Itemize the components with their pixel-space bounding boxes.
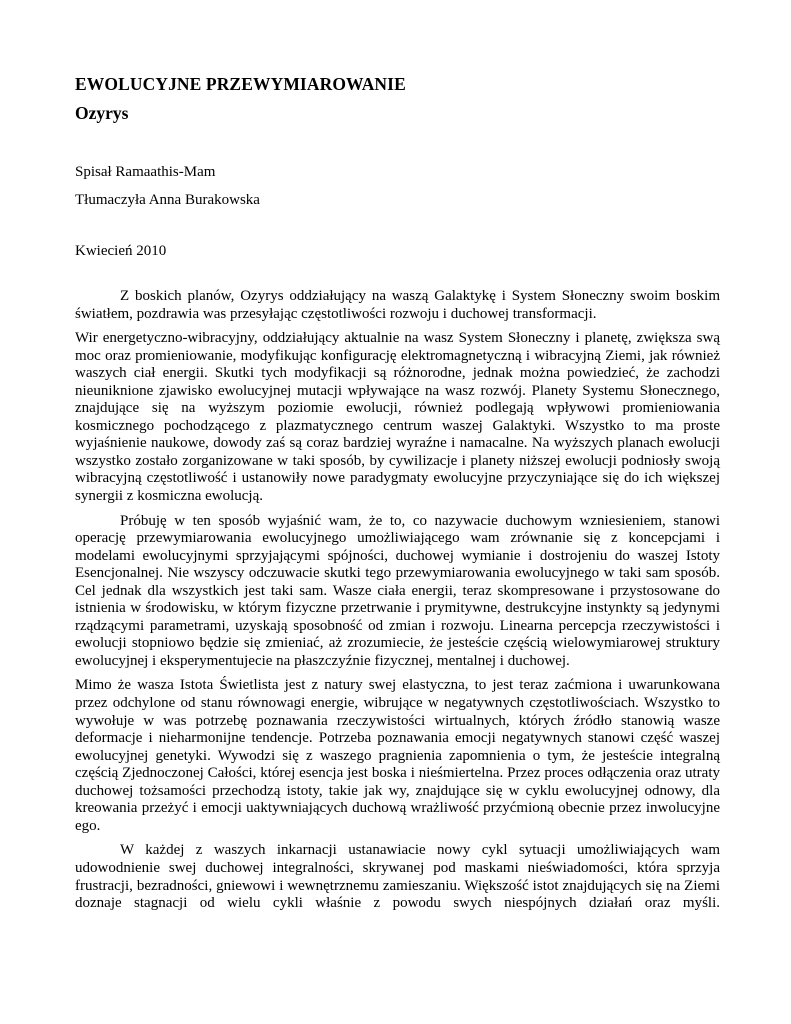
paragraph: Próbuję w ten sposób wyjaśnić wam, że to, co nazywacie duchowym wzniesieniem, stanowi operację przewymiarowania ewolucyjnego umożliwiającego wam zrównanie się z koncepcjami i modelami ewolucyjnymi sprzyjającymi spójności, duchowej wymianie i dostrojeniu do waszej Istoty Esencjonalnej. Nie wszyscy odczuwacie skutki tego przewymiarowania ewolucyjnego w taki sam sposób. Cel jednak dla wszystkich jest taki sam. Wasze ciała energii, teraz skompresowane i przystosowane do istnienia w środowisku, w którym fizyczne przetrwanie i prymitywne, destrukcyjne instynkty są jedynymi rządzącymi parametrami, uzyskają sposobność od zmian i rozwoju. Linearna percepcja rzeczywistości i ewolucji stopniowo będzie się zmieniać, aż zrozumiecie, że jesteście częścią wielowymiarowej struktury ewolucyjnej i eksperymentujecie na płaszczyźnie fizycznej, mentalnej i duchowej. [75,512,720,669]
paragraph: Wir energetyczno-wibracyjny, oddziałujący aktualnie na wasz System Słoneczny i planetę, zwiększa swą moc oraz promieniowanie, modyfikując konfigurację elektromagnetyczną i wibracyjną Ziemi, jak również waszych ciał energii. Skutki tych modyfikacji są różnorodne, jednak można powiedzieć, że zachodzi nieuniknione zjawisko ewolucyjnej mutacji wpływające na wasz rozwój. Planety Systemu Słonecznego, znajdujące się na wyższym poziomie ewolucji, również podlegają wpływowi promieniowania kosmicznego pochodzącego z plazmatycznego centrum waszej Galaktyki. Wszystko to ma proste wyjaśnienie naukowe, dowody zaś są coraz bardziej wyraźne i namacalne. Na wyższych planach ewolucji wszystko zostało zorganizowane w taki sposób, by cywilizacje i planety niższej ewolucji podniosły swoją wibracyjną częstotliwość i ustanowiły nowe paradygmaty ewolucyjne przyczyniające się do ich większej synergii z kosmiczna ewolucją. [75,330,720,505]
document-page [75,72,720,920]
paragraph: W każdej z waszych inkarnacji ustanawiacie nowy cykl sytuacji umożliwiających wam udowodnienie swej duchowej integralności, skrywanej pod maskami nieświadomości, która sprzyja frustracji, bezradności, gniewowi i wewnętrznemu zamieszaniu. Większość istot znajdujących się na Ziemi doznaje stagnacji od wielu cykli właśnie z powodu swych niespójnych działań oraz myśli. [75,842,720,912]
author-line: Spisał Ramaathis-Mam [75,164,216,180]
document-subtitle: Ozyrys [75,103,129,123]
paragraph: Z boskich planów, Ozyrys oddziałujący na waszą Galaktykę i System Słoneczny swoim boskim światłem, pozdrawia was przesyłając częstotliwości rozwoju i duchowej transformacji. [75,288,720,322]
date-line: Kwiecień 2010 [75,243,167,259]
document-title: EWOLUCYJNE PRZEWYMIAROWANIE [75,74,406,94]
translator-line: Tłumaczyła Anna Burakowska [75,192,260,208]
paragraph: Mimo że wasza Istota Świetlista jest z natury swej elastyczna, to jest teraz zaćmiona i uwarunkowana przez odchylone od stanu równowagi energie, wibrujące w negatywnych częstotliwościach. Wszystko to wywołuje w was potrzebę poznawania rzeczywistości wirtualnych, których źródło stanowią wasze deformacje i nieharmonijne tendencje. Potrzeba poznawania emocji negatywnych stanowi część waszej ewolucyjnej genetyki. Wywodzi się z waszego pragnienia zapomnienia o tym, że jesteście integralną częścią Zjednoczonej Całości, której esencja jest boska i nieśmiertelna. Przez proces odłączenia oraz utraty duchowej tożsamości przechodzą istoty, takie jak wy, znajdujące się w cyklu ewolucyjnej odnowy, dla kreowania przeżyć i emocji uaktywniających duchową wrażliwość przyćmioną obecnie przez inwolucyjne ego. [75,677,720,834]
document-body [75,288,720,913]
